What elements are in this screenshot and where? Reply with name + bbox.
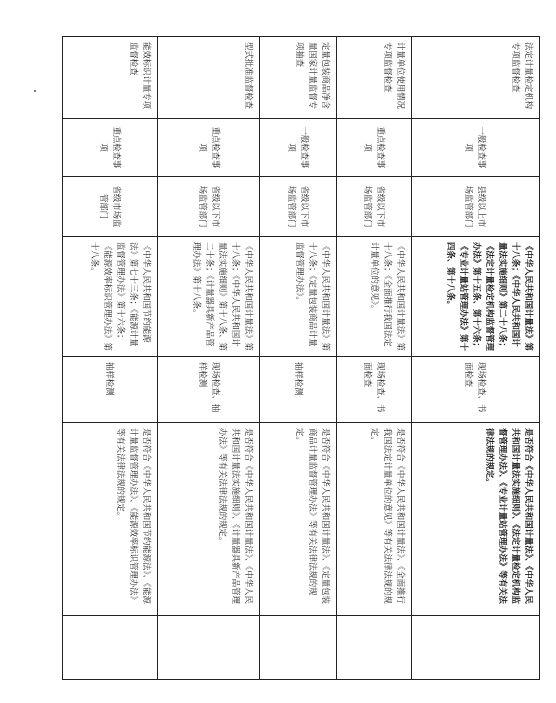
inspection-subject-cell: 省级以下市场监管部门 — [337, 177, 411, 237]
inspection-item-cell: 型式批准监督检查 — [157, 37, 260, 119]
inspection-basis-cell: 《中华人民共和国计量法》第十八条；《定量包装商品计量监督管理办法》。 — [260, 237, 337, 357]
inspection-level-cell: 重点检查事项 — [63, 119, 158, 177]
table-row — [63, 37, 158, 680]
inspection-basis-cell: 《中华人民共和国节约能源法》第七十三条；《能源计量监督管理办法》第十六条；《能源效率标识管理办法》第十八条。 — [63, 237, 158, 357]
inspection-method-cell: 抽样检测 — [63, 357, 158, 423]
inspection-content-cell: 是否符合《中华人民共和国计量法》、《中华人民共和国计量法实施细则》、《计量器具新产品管理办法》等有关法律法规的规定。 — [157, 423, 260, 616]
inspection-basis-cell: 《中华人民共和国计量法》第十八条；《中华人民共和国计量法实施细则》第十八条、第二十条；《计量器具新产品管理办法》第十八条。 — [157, 237, 260, 357]
inspection-method-cell: 现场检查、书面检查 — [337, 357, 411, 423]
inspection-subject-cell: 省级市场监管部门 — [63, 177, 158, 237]
remarks-cell — [157, 616, 260, 680]
inspection-content-cell: 是否符合《中华人民共和国计量法》、《全面推行我国法定计量单位的意见》等有关法律法规的规定。 — [337, 423, 411, 616]
table-row — [157, 37, 260, 680]
inspection-item-cell: 定量包装商品净含量国家计量监督专项抽查 — [260, 37, 337, 119]
table-row — [337, 37, 411, 680]
inspection-basis-cell: 《中华人民共和国计量法》第十八条；《中华人民共和国计量法实施细则》第二十八条；《法定计量检定机构监督管理办法》第十五条、第十六条；《专业计量站管理办法》第十四条、第十八条。 — [411, 237, 539, 357]
inspection-level-cell: 重点检查事项 — [337, 119, 411, 177]
inspection-subject-cell: 省级以下市场监管部门 — [157, 177, 260, 237]
scan-speck — [34, 90, 36, 92]
table-row — [260, 37, 337, 680]
inspection-method-cell: 抽样检测 — [260, 357, 337, 423]
inspection-content-cell: 是否符合《中华人民共和国计量法》、《中华人民共和国计量法实施细则》、《法定计量检定机构监督管理办法》、《专业计量站管理办法》等有关法律法规的规定。 — [411, 423, 539, 616]
inspection-subject-cell: 省级以下市场监管部门 — [260, 177, 337, 237]
inspection-method-cell: 现场检查、抽样检测 — [157, 357, 260, 423]
inspection-item-cell: 法定计量检定机构专项监督检查 — [411, 37, 539, 119]
inspection-subject-cell: 县级以上市场监管部门 — [411, 177, 539, 237]
remarks-cell — [260, 616, 337, 680]
inspection-content-cell: 是否符合《中华人民共和国计量法》、《定量包装商品计量监督管理办法》等有关法律法规的规定。 — [260, 423, 337, 616]
remarks-cell — [63, 616, 158, 680]
remarks-cell — [411, 616, 539, 680]
rotated-table-sheet — [62, 36, 540, 679]
table-row — [411, 37, 539, 680]
remarks-cell — [337, 616, 411, 680]
inspection-method-cell: 现场检查、书面检查 — [411, 357, 539, 423]
inspection-content-cell: 是否符合《中华人民共和国节约能源法》、《能源计量监督管理办法》、《能源效率标识管理办法》等有关法律法规的规定。 — [63, 423, 158, 616]
inspection-level-cell: 一般检查事项 — [260, 119, 337, 177]
inspection-item-cell: 能效标识计量专项监督检查 — [63, 37, 158, 119]
inspection-items-table — [62, 36, 540, 680]
inspection-level-cell: 一般检查事项 — [411, 119, 539, 177]
inspection-level-cell: 重点检查事项 — [157, 119, 260, 177]
inspection-item-cell: 计量单位使用情况专项监督检查 — [337, 37, 411, 119]
inspection-basis-cell: 《中华人民共和国计量法》第十八条；《全面推行我国法定计量单位的意见》。 — [337, 237, 411, 357]
